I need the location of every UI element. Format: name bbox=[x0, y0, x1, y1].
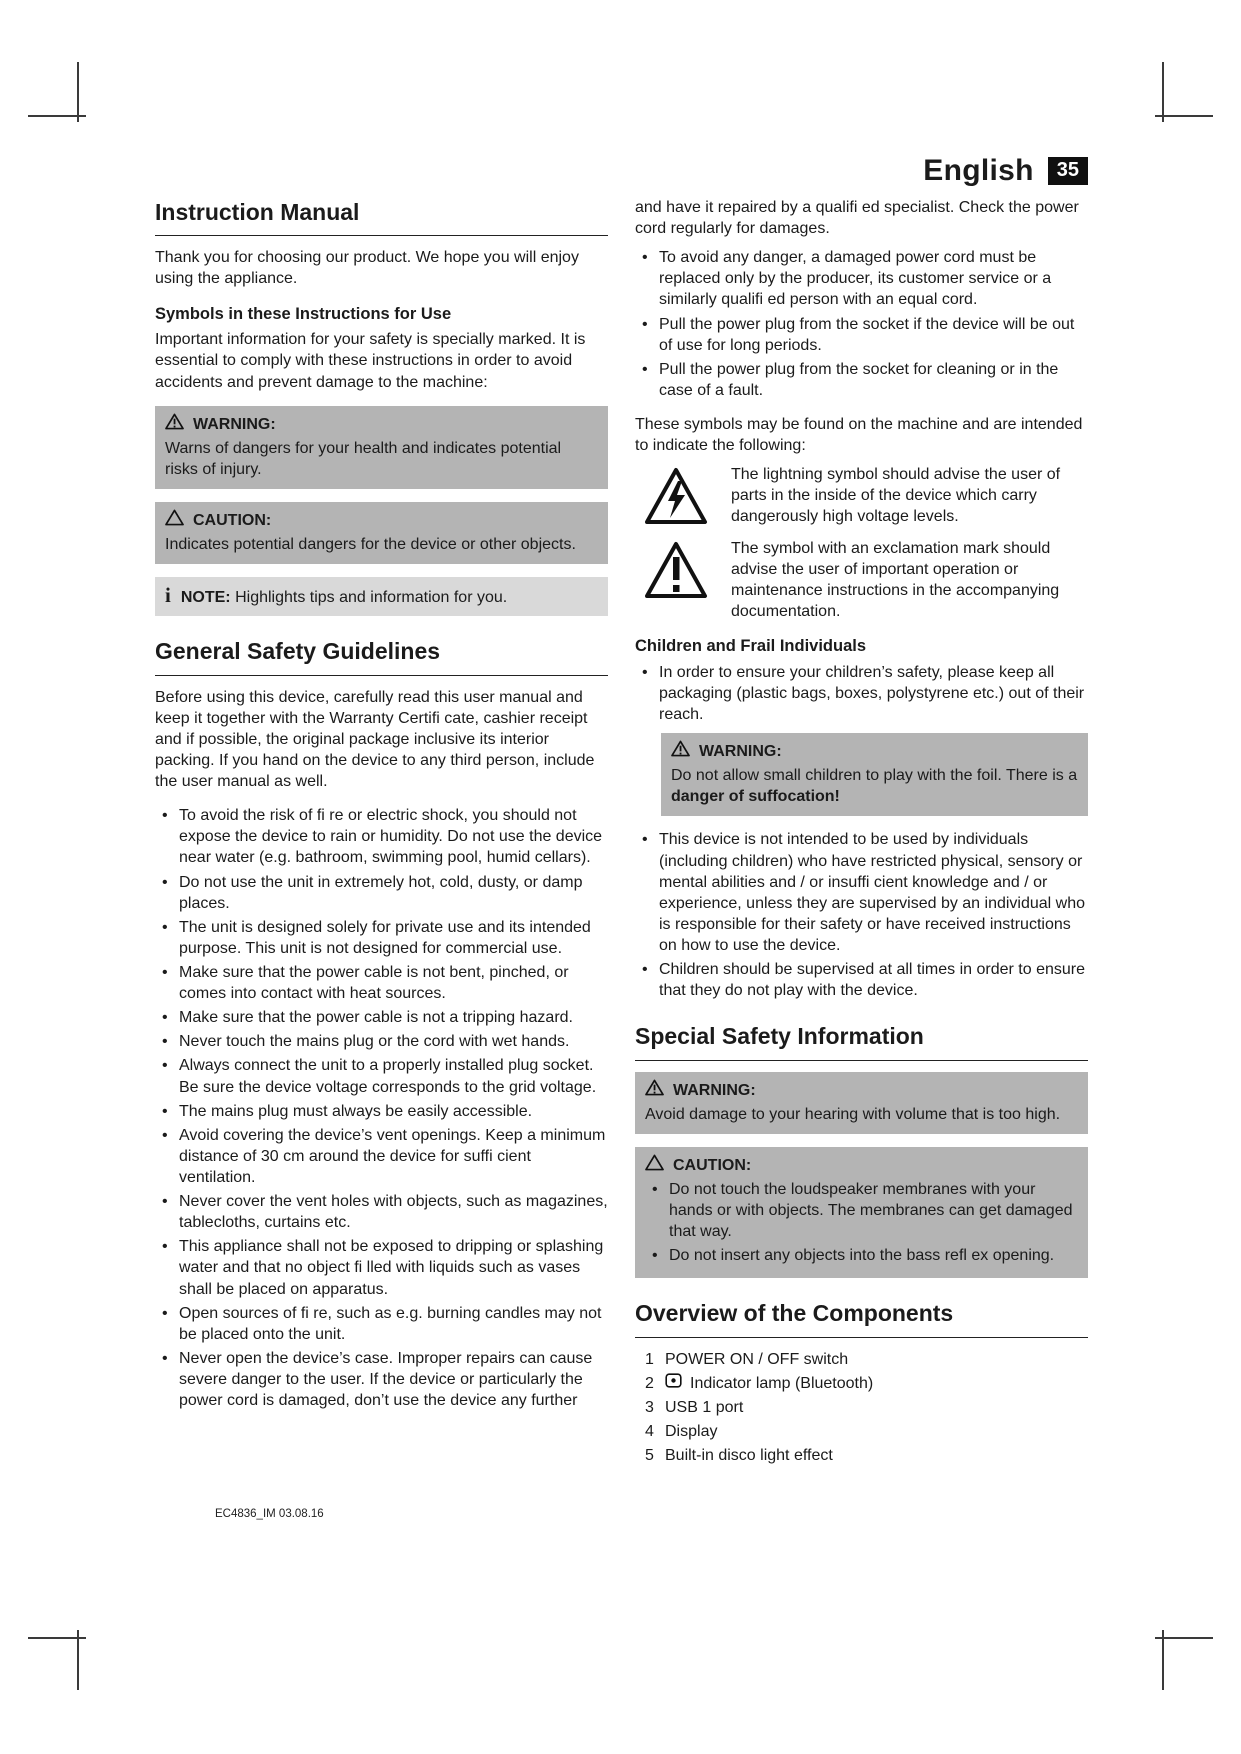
warning-label: WARNING: bbox=[699, 743, 782, 761]
warning-text-normal: Do not allow small children to play with the foil. There is a bbox=[671, 767, 1078, 785]
list-item bbox=[155, 1055, 608, 1097]
info-icon bbox=[165, 585, 171, 606]
warning-box-header bbox=[671, 740, 1078, 763]
bullet-text: The mains plug must always be easily accessible. bbox=[179, 1102, 533, 1120]
list-item bbox=[645, 1245, 1078, 1266]
bullet-text: Open sources of fi re, such as e.g. burning candles may not be placed onto the unit. bbox=[179, 1304, 602, 1343]
caution-label: CAUTION: bbox=[193, 512, 272, 529]
document-code: EC4836_IM 03.08.16 bbox=[215, 1508, 324, 1520]
list-item bbox=[155, 962, 608, 1004]
component-number: 5 bbox=[645, 1447, 654, 1465]
list-item bbox=[155, 1125, 608, 1188]
component-number: 3 bbox=[645, 1398, 654, 1416]
list-item bbox=[155, 1031, 608, 1052]
warning-text: Avoid damage to your hearing with volume that is too high. bbox=[645, 1105, 1061, 1123]
continuation-paragraph: and have it repaired by a qualifi ed specialist. Check the power cord regularly for damages. bbox=[635, 199, 1079, 238]
caution-box-header bbox=[645, 1154, 1078, 1177]
bullet-text: To avoid any danger, a damaged power cord must be replaced only by the producer, its customer service or a similarly qualifi ed person with an equal cord. bbox=[659, 249, 1052, 309]
indicator-lamp-icon bbox=[665, 1373, 682, 1394]
bullet-text: Never touch the mains plug or the cord with wet hands. bbox=[179, 1033, 570, 1051]
caution-label: CAUTION: bbox=[673, 1156, 752, 1174]
list-item bbox=[635, 314, 1088, 356]
component-row bbox=[645, 1421, 1088, 1442]
section-title-components: Overview of the Components bbox=[635, 1298, 1088, 1337]
caution-triangle-icon bbox=[645, 1154, 664, 1177]
bullet-text: Never open the device’s case. Improper repairs can cause severe danger to the user. If the device or particularly the power cord is damaged, don’t use the device any further bbox=[179, 1349, 593, 1410]
note-text-line bbox=[181, 587, 507, 608]
bullet-text: Make sure that the power cable is not bent, pinched, or comes into contact with heat sources. bbox=[179, 964, 569, 1003]
bullet-text: Do not insert any objects into the bass refl ex opening. bbox=[669, 1247, 1055, 1265]
caution-box-header bbox=[165, 509, 598, 532]
machine-symbols-intro: These symbols may be found on the machine and are intended to indicate the following: bbox=[635, 415, 1083, 455]
children-intro-list bbox=[635, 662, 1088, 725]
bullet-text: Pull the power plug from the socket if the device will be out of use for long periods. bbox=[659, 315, 1075, 354]
special-warning-box bbox=[635, 1072, 1088, 1134]
component-label: USB 1 port bbox=[665, 1398, 744, 1416]
exclamation-triangle-icon bbox=[635, 538, 717, 600]
warning-triangle-icon bbox=[645, 1079, 664, 1102]
component-number: 4 bbox=[645, 1423, 654, 1441]
list-item bbox=[155, 917, 608, 959]
list-item bbox=[635, 359, 1088, 401]
component-row bbox=[645, 1349, 1088, 1370]
crop-mark bbox=[1162, 1630, 1164, 1690]
page-number-badge: 35 bbox=[1048, 157, 1088, 185]
section-title-general-safety: General Safety Guidelines bbox=[155, 636, 608, 675]
component-label: Display bbox=[665, 1423, 718, 1441]
crop-mark bbox=[1162, 62, 1164, 122]
language-label: English bbox=[923, 154, 1034, 187]
list-item bbox=[155, 1303, 608, 1345]
machine-symbol-text: The symbol with an exclamation mark should advise the user of important operation or maintenance instructions in the accompanying documentation. bbox=[731, 539, 1060, 620]
bullet-text: Make sure that the power cable is not a tripping hazard. bbox=[179, 1009, 573, 1027]
list-item bbox=[155, 1007, 608, 1028]
section-title-special-safety: Special Safety Information bbox=[635, 1021, 1088, 1060]
component-label: POWER ON / OFF switch bbox=[665, 1350, 849, 1368]
crop-mark bbox=[28, 115, 86, 117]
component-label: Built-in disco light effect bbox=[665, 1447, 833, 1465]
bullet-text: This device is not intended to be used by individuals (including children) who have restricted physical, sensory or mental abilities and / or insuffi cient knowledge and / or experience, unless they are supervised by an individual who is responsible for their safety or have received instructions on how to use the device. bbox=[659, 831, 1086, 954]
list-item bbox=[155, 1191, 608, 1233]
crop-mark bbox=[77, 1630, 79, 1690]
machine-symbol-row bbox=[635, 464, 1088, 527]
warning-triangle-icon bbox=[165, 413, 184, 436]
warning-triangle-icon bbox=[671, 740, 690, 763]
warning-text: Warns of dangers for your health and indicates potential risks of injury. bbox=[165, 439, 562, 478]
warning-box-header bbox=[165, 413, 598, 436]
note-label: NOTE: bbox=[180, 589, 231, 607]
note-box bbox=[155, 577, 608, 616]
warning-box bbox=[155, 406, 608, 489]
list-item bbox=[155, 805, 608, 868]
component-number: 1 bbox=[645, 1350, 654, 1368]
caution-text: Indicates potential dangers for the device or other objects. bbox=[165, 536, 576, 554]
general-safety-list bbox=[155, 805, 608, 1411]
list-item bbox=[635, 829, 1088, 956]
bullet-text: Do not use the unit in extremely hot, cold, dusty, or damp places. bbox=[179, 873, 583, 912]
bullet-text: Children should be supervised at all times in order to ensure that they do not play with the device. bbox=[659, 961, 1086, 1000]
warning-box-header bbox=[645, 1079, 1078, 1102]
note-text: Highlights tips and information for you. bbox=[235, 589, 508, 607]
crop-mark bbox=[77, 62, 79, 122]
symbols-paragraph: Important information for your safety is specially marked. It is essential to comply with these instructions in order to avoid accidents and prevent damage to the machine: bbox=[155, 331, 586, 391]
bullet-text: The unit is designed solely for private use and its intended purpose. This unit is not designed for commercial use. bbox=[179, 918, 591, 957]
children-warning-box bbox=[661, 733, 1088, 816]
bullet-text: To avoid the risk of fi re or electric shock, you should not expose the device to rain or humidity. Do not use the device near water (e.g. bathroom, swimming pool, humid cellars). bbox=[179, 807, 603, 867]
list-item bbox=[635, 662, 1088, 725]
special-caution-box bbox=[635, 1147, 1088, 1279]
section-title-instruction-manual: Instruction Manual bbox=[155, 197, 608, 236]
language-header bbox=[635, 154, 1088, 188]
bullet-text: Pull the power plug from the socket for cleaning or in the case of a fault. bbox=[659, 360, 1059, 399]
caution-box bbox=[155, 502, 608, 564]
list-item bbox=[155, 1101, 608, 1122]
left-column bbox=[155, 197, 608, 1424]
list-item bbox=[635, 959, 1088, 1001]
children-safety-list bbox=[635, 829, 1088, 1001]
bullet-text: Always connect the unit to a properly installed plug socket. Be sure the device voltage corresponds to the grid voltage. bbox=[179, 1057, 597, 1096]
subheading-symbols: Symbols in these Instructions for Use bbox=[155, 304, 452, 323]
machine-symbol-text: The lightning symbol should advise the user of parts in the inside of the device which carry dangerously high voltage levels. bbox=[731, 466, 1061, 526]
bullet-text: Never cover the vent holes with objects, such as magazines, tablecloths, curtains etc. bbox=[179, 1193, 608, 1232]
component-row bbox=[645, 1373, 1088, 1394]
crop-mark bbox=[28, 1637, 86, 1639]
component-label: Indicator lamp (Bluetooth) bbox=[690, 1374, 874, 1392]
bullet-text: This appliance shall not be exposed to dripping or splashing water and that no object fi lled with liquids such as vases shall be placed on apparatus. bbox=[179, 1238, 604, 1298]
intro-paragraph: Thank you for choosing our product. We hope you will enjoy using the appliance. bbox=[155, 249, 579, 288]
list-item bbox=[155, 872, 608, 914]
general-intro-paragraph: Before using this device, carefully read this user manual and keep it together with the Warranty Certifi cate, cashier receipt and if possible, the original package inclusive its interior packing. If you hand on the device to any third person, include the user manual as well. bbox=[155, 688, 595, 791]
caution-triangle-icon bbox=[165, 509, 184, 532]
warning-text-bold: danger of suffocation! bbox=[671, 788, 840, 806]
list-item bbox=[635, 247, 1088, 310]
power-cord-list bbox=[635, 247, 1088, 401]
high-voltage-triangle-icon bbox=[635, 464, 717, 526]
caution-list bbox=[645, 1179, 1078, 1266]
components-list bbox=[645, 1349, 1088, 1467]
crop-mark bbox=[1155, 115, 1213, 117]
list-item bbox=[645, 1179, 1078, 1242]
crop-mark bbox=[1155, 1637, 1213, 1639]
component-number: 2 bbox=[645, 1374, 654, 1392]
warning-label: WARNING: bbox=[193, 415, 276, 433]
right-column bbox=[635, 197, 1088, 1469]
bullet-text: Do not touch the loudspeaker membranes with your hands or with objects. The membranes can get damaged that way. bbox=[669, 1180, 1073, 1241]
subheading-children: Children and Frail Individuals bbox=[635, 636, 867, 655]
list-item bbox=[155, 1236, 608, 1299]
bullet-text: In order to ensure your children’s safety, please keep all packaging (plastic bags, boxes, polystyrene etc.) out of their reach. bbox=[659, 663, 1085, 723]
warning-text bbox=[671, 765, 1078, 807]
component-row bbox=[645, 1445, 1088, 1466]
list-item bbox=[155, 1348, 608, 1411]
warning-label: WARNING: bbox=[673, 1081, 756, 1099]
component-row bbox=[645, 1397, 1088, 1418]
bullet-text: Avoid covering the device’s vent openings. Keep a minimum distance of 30 cm around the device for suffi cient ventilation. bbox=[179, 1126, 606, 1186]
machine-symbol-row bbox=[635, 538, 1088, 622]
